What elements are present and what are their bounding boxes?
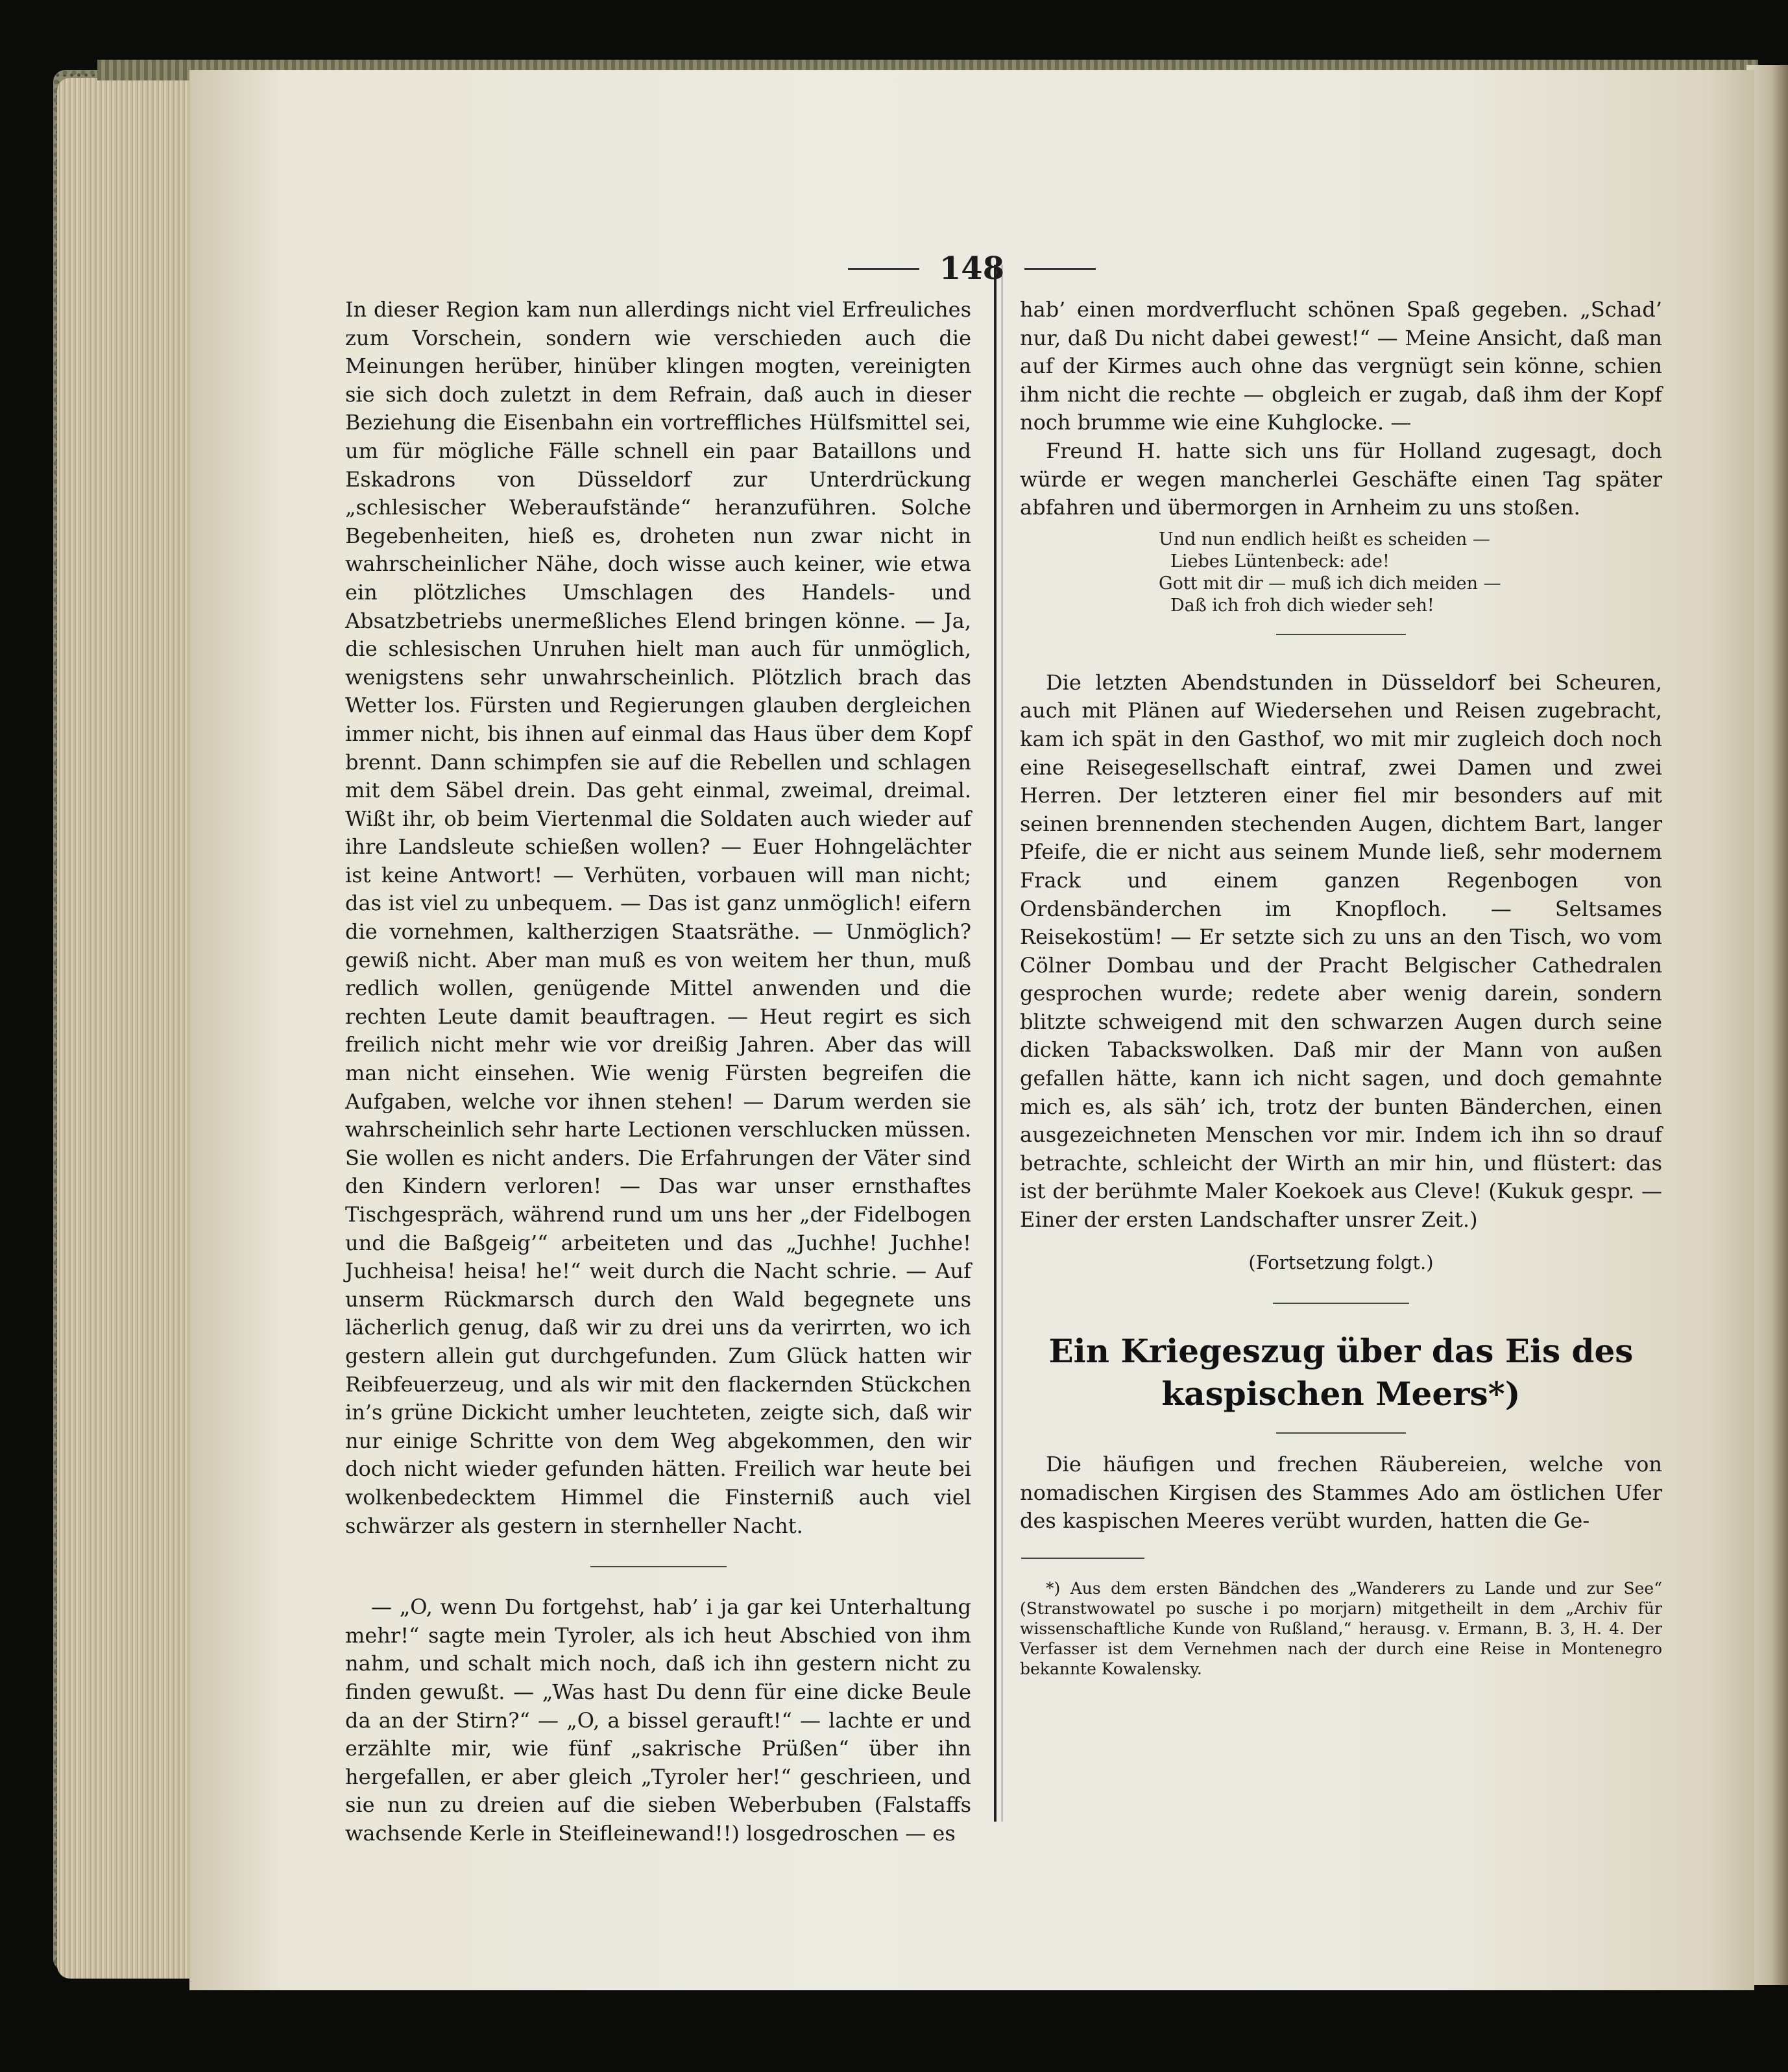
poem-line: Daß ich froh dich wieder seh! bbox=[1170, 595, 1434, 616]
left-paragraph-2: — „O, wenn Du fortgehst, hab’ i ja gar kei Unterhaltung mehr!“ sagte mein Tyroler, als ich heut Abschied von ihm nahm, und schalt mich noch, daß ich ihn gestern nicht zu finden gewußt. — „Was hast Du denn für eine dicke Beule da an der Stirn?“ — „O, a bissel gerauft!“ — lachte er und erzählte mir, wie fünf „sakrische Prüßen“ über ihn hergefallen, er aber gleich „Tyroler her!“ geschrieen, und sie nun zu dreien auf die sieben Weberbuben (Falstaffs wachsende Kerle in Steifleinewand!!) losgedroschen — es bbox=[345, 1595, 971, 1846]
continuation-note: (Fortsetzung folgt.) bbox=[1248, 1251, 1434, 1273]
poem bbox=[1159, 529, 1662, 617]
section-separator bbox=[1273, 1303, 1409, 1304]
poem-line: Gott mit dir — muß ich dich meiden — bbox=[1159, 573, 1501, 594]
poem-line: Und nun endlich heißt es scheiden — bbox=[1159, 529, 1490, 549]
right-paragraph-1: hab’ einen mordverflucht schönen Spaß gegeben. „Schad’ nur, daß Du nicht dabei gewest!“ — Meine Ansicht, daß man auf der Kirmes auch ohne das vergnügt sein könne, schien ihm nicht die rechte — obgleich er zugab, daß ihm der Kopf noch brumme wie eine Kuhglocke. — bbox=[1020, 297, 1662, 435]
book-page bbox=[189, 70, 1754, 1990]
page-header bbox=[189, 250, 1754, 287]
left-paragraph-1: In dieser Region kam nun allerdings nicht viel Erfreuliches zum Vorschein, sondern wie verschieden auch die Meinungen herüber, hinüber klingen mogten, vereinigten sie sich doch zuletzt in dem Refrain, daß auch in dieser Beziehung die Eisenbahn ein vortreffliches Hülfsmittel sei, um für mögliche Fälle schnell ein paar Bataillons und Eskadrons von Düsseldorf zur Unterdrückung „schlesischer Weberaufstände“ heranzuführen. Solche Begebenheiten, hieß es, droheten nun zwar nicht in wahrscheinlicher Nähe, doch wisse auch keiner, wie etwa ein plötzliches Umschlagen des Handels- und Absatzbetriebs unermeßliches Elend bringen könne. — Ja, die schlesischen Unruhen hielt man auch für unmöglich, wenigstens sehr unwahrscheinlich. Plötzlich brach das Wetter los. Fürsten und Regierungen glauben dergleichen immer nicht, bis ihnen auf einmal das Haus über dem Kopf brennt. Dann schimpfen sie auf die Rebellen und schlagen mit dem Säbel drein. Das geht einmal, zweimal, dreimal. Wißt ihr, ob beim Viertenmal die Soldaten auch wieder auf ihre Landsleute schießen wollen? — Euer Hohngelächter ist keine Antwort! — Verhüten, vorbauen will man nicht; das ist viel zu unbequem. — Das ist ganz unmöglich! eifern die vornehmen, kaltherzigen Staatsräthe. — Unmöglich? gewiß nicht. Aber man muß es von weitem her thun, muß redlich wollen, genügende Mittel anwenden und die rechten Leute damit beauftragen. — Heut regirt es sich freilich nicht mehr wie vor dreißig Jahren. Aber das will man nicht einsehen. Wie wenig Fürsten begreifen die Aufgaben, welche vor ihnen stehen! — Darum werden sie wahrscheinlich sehr harte Lectionen verschlucken müssen. Sie wollen es nicht anders. Die Erfahrungen der Väter sind den Kindern verloren! — Das war unser ernsthaftes Tischgespräch, während rund um uns her „der Fidelbogen und die Baßgeig’“ arbeiteten und das „Juchhe! Juchhe! Juchheisa! heisa! he!“ weit durch die Nacht schrie. — Auf unserm Rückmarsch durch den Wald begegnete uns lächerlich genug, daß wir zu drei uns da verirrten, wo ich gestern allein gut durchgefunden. Zum Glück hatten wir Reibfeuerzeug, und als wir mit den flackernden Stückchen in’s grüne Dickicht umher leuchteten, zeigte sich, daß wir nur einige Schritte von dem Weg abgekommen, den wir doch nicht wieder gefunden hätten. Freilich war heute bei wolkenbedecktem Himmel die Finsterniß auch viel schwärzer als gestern in sternheller Nacht. bbox=[345, 297, 971, 1538]
column-divider bbox=[994, 265, 997, 1822]
right-paragraph-4: Die häufigen und frechen Räubereien, welche von nomadischen Kirgisen des Stammes Ado am östlichen Ufer des kaspischen Meeres verübt wurden, hatten die Ge- bbox=[1020, 1452, 1662, 1534]
page-number: 148 bbox=[939, 250, 1005, 287]
article-headline: Ein Kriegeszug über das Eis des kaspischen Meers*) bbox=[1048, 1332, 1634, 1414]
section-separator bbox=[1276, 634, 1406, 635]
section-separator bbox=[590, 1566, 727, 1567]
footnote-rule bbox=[1021, 1558, 1144, 1559]
poem-line: Liebes Lüntenbeck: ade! bbox=[1170, 551, 1390, 572]
page-stack-left bbox=[57, 78, 193, 1979]
right-paragraph-2: Freund H. hatte sich uns für Holland zugesagt, doch würde er wegen mancherlei Geschäfte einen Tag später abfahren und übermorgen in Arnheim zu uns stoßen. bbox=[1020, 438, 1662, 520]
headline-rule bbox=[1276, 1432, 1406, 1434]
header-rule-left bbox=[848, 268, 919, 270]
header-rule-right bbox=[1024, 268, 1096, 270]
right-column bbox=[1020, 296, 1662, 1679]
footnote: *) Aus dem ersten Bändchen des „Wanderers zu Lande und zur See“ (Stranstwowatel po susche i po morjarn) mitgetheilt in dem „Archiv für wissenschaftliche Kunde von Rußland,“ herausg. v. Ermann, B. 3, H. 4. Der Verfasser ist dem Vernehmen nach der durch eine Reise in Montenegro bekannte Kowalensky. bbox=[1020, 1579, 1662, 1678]
left-column bbox=[345, 296, 971, 1848]
right-paragraph-3: Die letzten Abendstunden in Düsseldorf bei Scheuren, auch mit Plänen auf Wiedersehen und Reisen zugebracht, kam ich spät in den Gasthof, wo mit mir zugleich doch noch eine Reisegesellschaft eintraf, zwei Damen und zwei Herren. Der letzteren einer fiel mir besonders auf mit seinen brennenden stechenden Augen, dichtem Bart, langer Pfeife, die er nicht aus seinem Munde ließ, sehr modernem Frack und einem ganzen Regenbogen von Ordensbänderchen im Knopfloch. — Seltsames Reisekostüm! — Er setzte sich zu uns an den Tisch, wo vom Cölner Dombau und der Pracht Belgischer Cathedralen gesprochen wurde; redete aber wenig darein, sondern blitzte schweigend mit den schwarzen Augen durch seine dicken Tabackswolken. Daß mir der Mann von außen gefallen hätte, kann ich nicht sagen, und doch gemahnte mich es, als säh’ ich, trotz der bunten Bänderchen, einen ausgezeichneten Menschen vor mir. Indem ich ihn so drauf betrachte, schleicht der Wirth an mir hin, und flüstert: das ist der berühmte Maler Koekoek aus Cleve! (Kukuk gespr. — Einer der ersten Landschafter unsrer Zeit.) bbox=[1020, 669, 1662, 1233]
